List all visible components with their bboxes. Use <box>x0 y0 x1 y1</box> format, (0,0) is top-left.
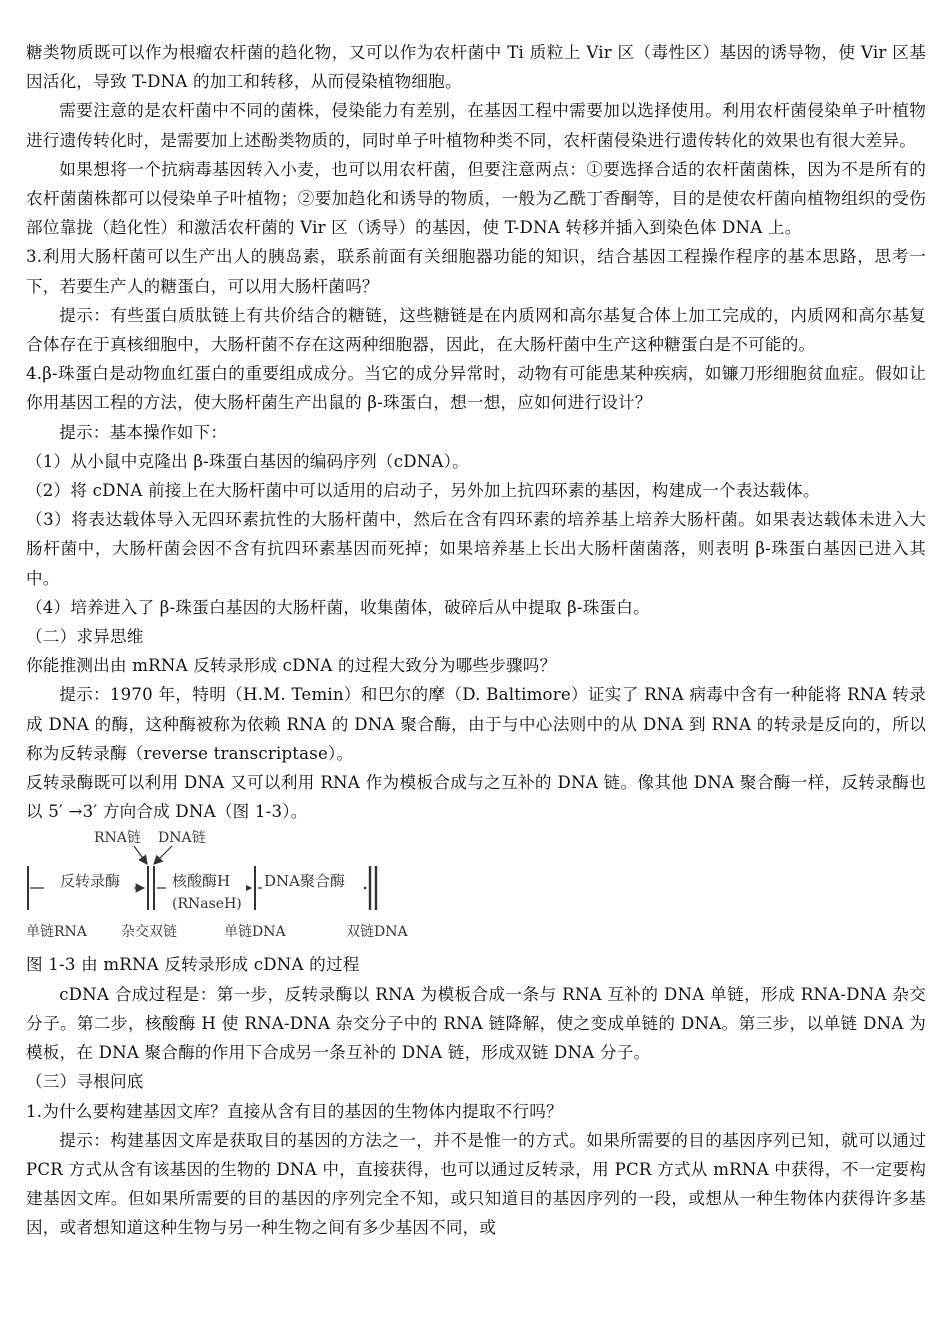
question-4: 4.β-珠蛋白是动物血红蛋白的重要组成成分。当它的成分异常时，动物有可能患某种疾病，如镰刀形细胞贫血症。假如让你用基因工程的方法，使大肠杆菌生产出鼠的 β-珠蛋白，想一想，应如何进行设计？ <box>26 364 926 413</box>
rna-pointer <box>134 846 147 864</box>
paragraph: 需要注意的是农杆菌中不同的菌株，侵染能力有差别，在基因工程中需要加以选择使用。利用农杆菌侵染单子叶植物进行遗传转化时，是需要加上述酚类物质的，同时单子叶植物种类不同，农杆菌侵染进行遗传转化的效果也有很大差异。 <box>26 101 926 150</box>
step-item: （3）将表达载体导入无四环素抗性的大肠杆菌中，然后在含有四环素的培养基上培养大肠杆菌。如果表达载体未进入大肠杆菌中，大肠杆菌会因不含有抗四环素基因而死掉；如果培养基上长出大肠杆菌菌落，则表明 β-珠蛋白基因已进入其中。 <box>26 510 926 588</box>
paragraph: 提示：构建基因文库是获取目的基因的方法之一，并不是惟一的方式。如果所需要的目的基因序列已知，就可以通过 PCR 方式从含有该基因的生物的 DNA 中，直接获得，也可以通过反转录，用 PCR 方式从 mRNA 中获得，不一定要构建基因文库。但如果所需要的目的基因的序列完全不知，或只知道目的基因序列的一段，或想从一种生物体内获得许多基因，或者想知道这种生物与另一种生物之间有多少基因不同，或 <box>26 1130 926 1238</box>
question-3: 3.利用大肠杆菌可以生产出人的胰岛素，联系前面有关细胞器功能的知识，结合基因工程操作程序的基本思路，思考一下，若要生产人的糖蛋白，可以用大肠杆菌吗？ <box>26 247 926 296</box>
step-item: （4）培养进入了 β-珠蛋白基因的大肠杆菌，收集菌体，破碎后从中提取 β-珠蛋白。 <box>26 597 650 617</box>
step1-label: 反转录酶 <box>60 872 121 891</box>
section-heading: （三）寻根问底 <box>26 1072 144 1092</box>
label-double-dna: 双链DNA <box>346 924 408 941</box>
dna-pointer <box>154 846 172 864</box>
question: 你能推测出由 mRNA 反转录形成 cDNA 的过程大致分为哪些步骤吗？ <box>26 656 557 676</box>
step2-label: 核酸酶H <box>172 872 231 891</box>
paragraph: 提示：有些蛋白质肽链上有共价结合的糖链，这些糖链是在内质网和高尔基复合体上加工完成的，内质网和高尔基复合体存在于真核细胞中，大肠杆菌不存在这两种细胞器，因此，在大肠杆菌中生产这种糖蛋白是不可能的。 <box>26 305 926 355</box>
paragraph: cDNA 合成过程是：第一步，反转录酶以 RNA 为模板合成一条与 RNA 互补的 DNA 单链，形成 RNA-DNA 杂交分子。第二步，核酸酶 H 使 RNA-DNA 杂交分子中的 RNA 链降解，使之变成单链的 DNA。第三步，以单链 DNA 为模板，在 DNA 聚合酶的作用下合成另一条互补的 DNA 链，形成双链 DNA 分子。 <box>26 984 926 1063</box>
paragraph: 反转录酶既可以利用 DNA 又可以利用 RNA 作为模板合成与之互补的 DNA 链。像其他 DNA 聚合酶一样，反转录酶也以 5′ →3′ 方向合成 DNA（图 1-3）。 <box>26 773 926 822</box>
label-single-dna: 单链DNA <box>224 924 286 941</box>
figure-caption: 图 1-3 由 mRNA 反转录形成 cDNA 的过程 <box>26 955 360 975</box>
step2-label-sub: (RNaseH) <box>172 896 242 913</box>
document-page <box>26 38 926 1243</box>
question: 1.为什么要构建基因文库？直接从含有目的基因的生物体内提取不行吗？ <box>26 1101 563 1121</box>
text-block-top <box>26 38 926 826</box>
figure-drawing <box>26 828 426 950</box>
cdna-process-figure <box>26 828 426 950</box>
label-single-rna: 单链RNA <box>26 924 87 941</box>
paragraph: 如果想将一个抗病毒基因转入小麦，也可以用农杆菌，但要注意两点：①要选择合适的农杆菌菌株，因为不是所有的农杆菌菌株都可以侵染单子叶植物；②要加趋化和诱导的物质，一般为乙酰丁香酮等，目的是使农杆菌向植物组织的受伤部位靠拢（趋化性）和激活农杆菌的 Vir 区（诱导）的基因，使 T-DNA 转移并插入到染色体 DNA 上。 <box>26 159 926 238</box>
text-block-bottom <box>26 980 926 1243</box>
label-dna-strand: DNA链 <box>158 830 206 847</box>
step-item: （2）将 cDNA 前接上在大肠杆菌中可以适用的启动子，另外加上抗四环素的基因，构建成一个表达载体。 <box>26 481 820 501</box>
step-item: （1）从小鼠中克隆出 β-珠蛋白基因的编码序列（cDNA）。 <box>26 451 469 471</box>
paragraph: 提示：1970 年，特明（H.M. Temin）和巴尔的摩（D. Baltimore）证实了 RNA 病毒中含有一种能将 RNA 转录成 DNA 的酶，这种酶被称为依赖 RNA 的 DNA 聚合酶，由于与中心法则中的从 DNA 到 RNA 的转录是反向的，所以称为反转录酶（reverse transcriptase）。 <box>26 685 926 763</box>
label-rna-strand: RNA链 <box>94 830 141 847</box>
label-hybrid: 杂交双链 <box>121 924 177 941</box>
step3-label: DNA聚合酶 <box>264 872 345 891</box>
paragraph: 糖类物质既可以作为根瘤农杆菌的趋化物，又可以作为农杆菌中 Ti 质粒上 Vir 区（毒性区）基因的诱导物，使 Vir 区基因活化，导致 T-DNA 的加工和转移，从而侵染植物细胞。 <box>26 43 926 92</box>
section-heading: （二）求异思维 <box>26 627 144 647</box>
paragraph: 提示：基本操作如下： <box>59 422 228 442</box>
